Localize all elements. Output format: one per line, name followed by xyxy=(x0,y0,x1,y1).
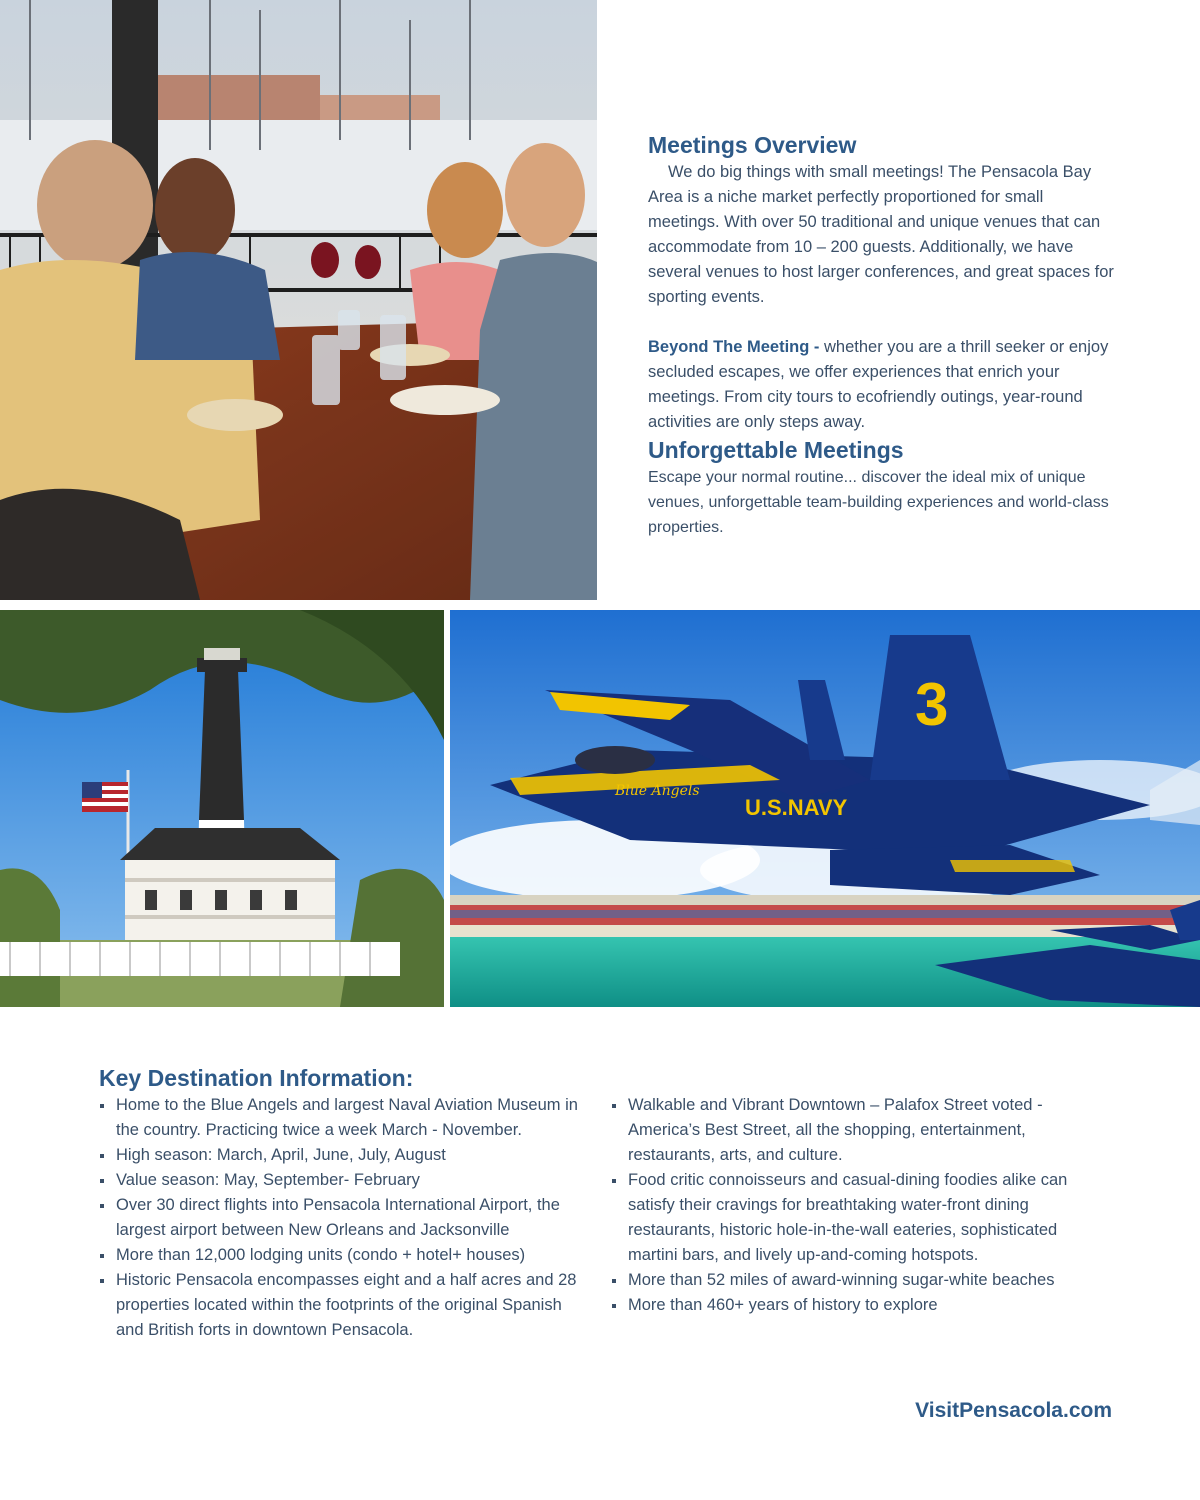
key-info-left-list xyxy=(99,1093,589,1343)
key-info-right-list xyxy=(611,1093,1101,1318)
jet-navy-text: U.S.NAVY xyxy=(745,795,848,820)
list-item: Walkable and Vibrant Downtown – Palafox Street voted - America’s Best Street, all the shopping, entertainment, restaurants, arts, and culture. xyxy=(611,1093,1101,1168)
meetings-overview-section xyxy=(648,130,1118,540)
beyond-meeting-body: whether you are a thrill seeker or enjoy secluded escapes, we offer experiences that enrich your meetings. From city tours to ecofriendly outings, year-round activities are only steps away. xyxy=(648,338,1109,431)
list-item: More than 52 miles of award-winning sugar-white beaches xyxy=(611,1268,1101,1293)
list-item: Home to the Blue Angels and largest Naval Aviation Museum in the country. Practicing twice a week March - November. xyxy=(99,1093,589,1143)
jet-number: 3 xyxy=(915,671,949,738)
website-url[interactable]: VisitPensacola.com xyxy=(915,1399,1112,1422)
beyond-meeting-paragraph xyxy=(648,335,1118,435)
list-item: Historic Pensacola encompasses eight and a half acres and 28 properties located within the footprints of the original Spanish and British forts in downtown Pensacola. xyxy=(99,1268,589,1343)
meetings-overview-body: We do big things with small meetings! The Pensacola Bay Area is a niche market perfectly proportioned for small meetings. With over 50 traditional and unique venues that can accommodate from 10 – 200 guests. Additionally, we have several venues to host larger conferences, and great spaces for sporting events. xyxy=(648,163,1114,306)
list-item: High season: March, April, June, July, August xyxy=(99,1143,589,1168)
key-destination-title: Key Destination Information: xyxy=(99,1065,414,1091)
list-item: More than 460+ years of history to explore xyxy=(611,1293,1101,1318)
unforgettable-meetings-title: Unforgettable Meetings xyxy=(648,437,904,463)
dining-photo xyxy=(0,0,597,600)
list-item: Over 30 direct flights into Pensacola International Airport, the largest airport between New Orleans and Jacksonville xyxy=(99,1193,589,1243)
unforgettable-meetings-body: Escape your normal routine... discover the ideal mix of unique venues, unforgettable team-building experiences and world-class properties. xyxy=(648,469,1109,536)
list-item: Food critic connoisseurs and casual-dining foodies alike can satisfy their cravings for breathtaking water-front dining restaurants, historic hole-in-the-wall eateries, sophisticated martini bars, and lively up-and-coming hotspots. xyxy=(611,1168,1101,1268)
jet-script-text: Blue Angels xyxy=(615,783,700,799)
beyond-meeting-lead: Beyond The Meeting - xyxy=(648,338,820,356)
meetings-overview-title: Meetings Overview xyxy=(648,132,857,158)
list-item: Value season: May, September- February xyxy=(99,1168,589,1193)
lighthouse-photo xyxy=(0,610,444,1007)
list-item: More than 12,000 lodging units (condo + hotel+ houses) xyxy=(99,1243,589,1268)
blue-angels-photo xyxy=(450,610,1200,1007)
